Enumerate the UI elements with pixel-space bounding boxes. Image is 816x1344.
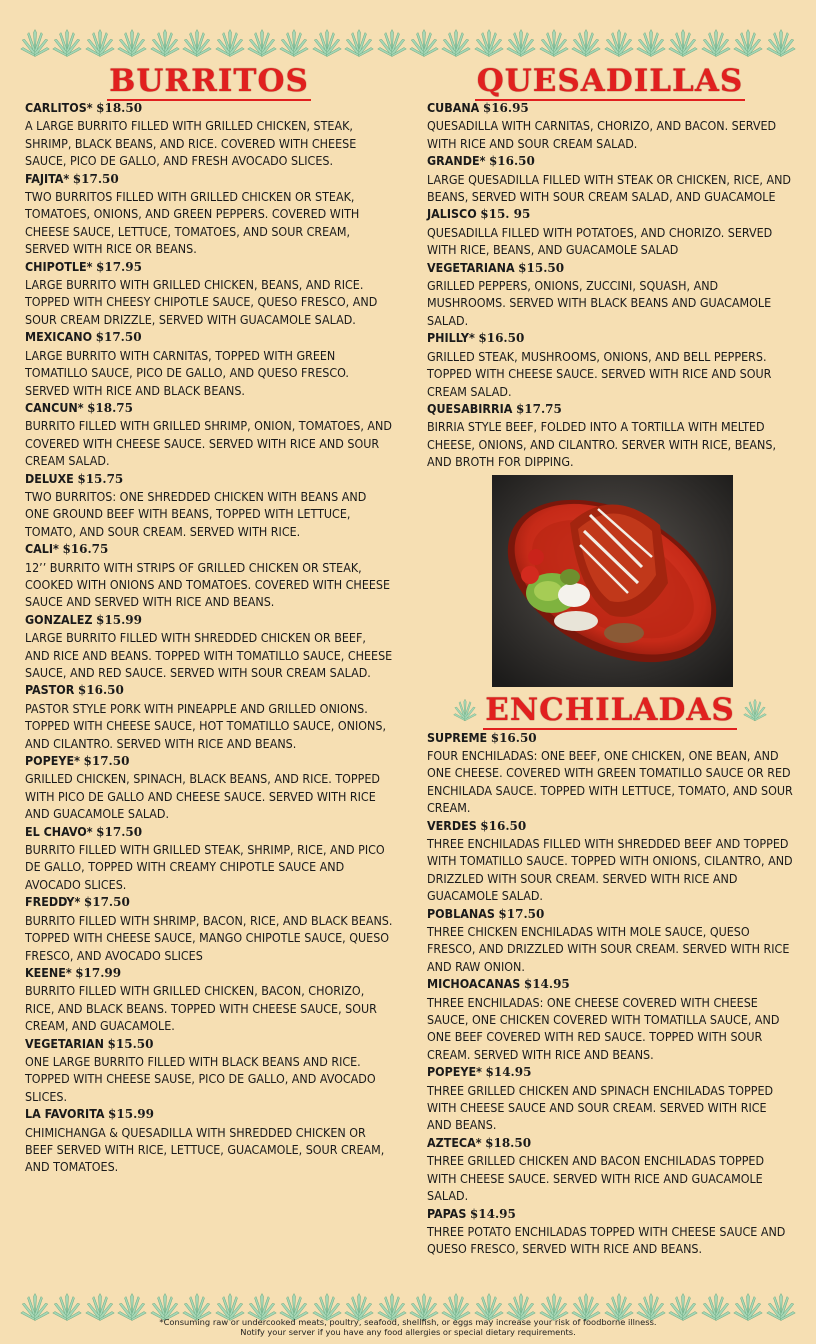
item-description: BURRITO FILLED WITH GRILLED CHICKEN, BACON, CHORIZO, RICE, AND BLACK BEANS. TOPPED WITH CHEESE SAUCE, SOUR CREAM, AND GUACAMOLE. <box>25 983 377 1034</box>
item-price: $17.95 <box>96 259 142 274</box>
agave-plant-icon <box>636 28 666 58</box>
agave-plant-icon <box>506 28 536 58</box>
item-name: KEENE* <box>25 964 72 980</box>
menu-item <box>427 259 793 330</box>
agave-plant-icon <box>377 28 407 58</box>
menu-item <box>25 893 393 964</box>
item-description: THREE GRILLED CHICKEN AND BACON ENCHILADAS TOPPED WITH CHEESE SAUCE. SERVED WITH RICE AND GUACAMOLE SALAD. <box>427 1153 765 1204</box>
agave-plant-icon <box>539 28 569 58</box>
top-agave-border <box>20 22 796 58</box>
item-price: $16.50 <box>480 818 527 833</box>
item-price: $15. 95 <box>480 207 531 222</box>
item-description: BIRRIA STYLE BEEF, FOLDED INTO A TORTILLA WITH MELTED CHEESE, ONIONS, AND CILANTRO. SERVER WITH RICE, BEANS, AND BROTH FOR DIPPING. <box>427 419 777 470</box>
agave-plant-icon <box>474 28 504 58</box>
item-price: $14.95 <box>469 1206 516 1221</box>
item-name: CUBANA <box>427 100 480 115</box>
item-description: BURRITO FILLED WITH SHRIMP, BACON, RICE, AND BLACK BEANS. TOPPED WITH CHEESE SAUCE, MANGO CHIPOTLE SAUCE, QUESO FRESCO, AND AVOCADO SLICES <box>25 912 393 963</box>
item-description: GRILLED CHICKEN, SPINACH, BLACK BEANS, AND RICE. TOPPED WITH PICO DE GALLO AND CHEESE SAUCE. SERVED WITH RICE AND GUACAMOLE SALAD. <box>25 771 380 822</box>
agave-plant-icon <box>668 28 698 58</box>
enchiladas-title-row <box>427 691 793 729</box>
item-description: BURRITO FILLED WITH GRILLED STEAK, SHRIMP, RICE, AND PICO DE GALLO, TOPPED WITH CREAMY CHIPOTLE SAUCE AND AVOCADO SLICES. <box>25 842 385 892</box>
menu-item <box>427 1063 793 1134</box>
item-description: LARGE BURRITO FILLED WITH SHREDDED CHICKEN OR BEEF, AND RICE AND BEANS. TOPPED WITH TOMATILLO SAUCE, CHEESE SAUCE, AND RED SAUCE. SERVED WITH SOUR CREAM SALAD. <box>25 630 393 680</box>
item-description: THREE POTATO ENCHILADAS TOPPED WITH CHEESE SAUCE AND QUESO FRESCO, SERVED WITH RICE AND BEANS. <box>427 1223 786 1257</box>
item-description: TWO BURRITOS: ONE SHREDDED CHICKEN WITH BEANS AND ONE GROUND BEEF WITH BEANS, TOPPED WITH LETTUCE, TOMATO, AND SOUR CREAM. SERVED WITH RICE. <box>25 488 367 539</box>
menu-item <box>25 752 393 823</box>
item-name: MEXICANO <box>25 329 93 345</box>
agave-plant-icon <box>247 28 277 58</box>
menu-item <box>25 328 393 399</box>
item-name: CHIPOTLE* <box>25 258 93 274</box>
menu-item <box>25 1035 393 1106</box>
burrito-plate-photo <box>492 475 733 687</box>
item-description: CHIMICHANGA & QUESADILLA WITH SHREDDED CHICKEN OR BEEF SERVED WITH RICE, LETTUCE, GUACAMOLE, SOUR CREAM, AND TOMATOES. <box>25 1124 385 1175</box>
item-name: FAJITA* <box>25 170 70 186</box>
item-name: AZTECA* <box>427 1134 482 1150</box>
item-name: CARLITOS* <box>25 100 93 115</box>
menu-item <box>25 258 393 329</box>
agave-plant-icon <box>312 28 342 58</box>
agave-plant-icon <box>20 28 50 58</box>
menu-item <box>25 399 393 470</box>
agave-plant-icon <box>571 28 601 58</box>
agave-plant-icon <box>85 28 115 58</box>
menu-item <box>427 400 793 471</box>
item-name: DELUXE <box>25 470 74 486</box>
item-price: $16.95 <box>482 101 529 115</box>
item-description: THREE ENCHILADAS FILLED WITH SHREDDED BEEF AND TOPPED WITH TOMATILLO SAUCE. TOPPED WITH ONIONS, CILANTRO, AND DRIZZLED WITH SOUR CREAM. SERVED WITH RICE AND GUACAMOLE SALAD. <box>427 835 793 904</box>
item-name: PHILLY* <box>427 330 475 346</box>
item-name: POPEYE* <box>427 1064 482 1080</box>
menu-item <box>427 205 793 258</box>
item-name: PAPAS <box>427 1205 467 1221</box>
item-description: BURRITO FILLED WITH GRILLED SHRIMP, ONION, TOMATOES, AND COVERED WITH CHEESE SAUCE. SERVED WITH RICE AND SOUR CREAM SALAD. <box>25 418 392 469</box>
agave-plant-icon <box>409 28 439 58</box>
item-description: LARGE BURRITO WITH CARNITAS, TOPPED WITH GREEN TOMATILLO SAUCE, PICO DE GALLO, AND QUESO FRESCO. SERVED WITH RICE AND BLACK BEANS. <box>25 347 349 398</box>
enchiladas-list <box>427 729 793 1258</box>
item-description: QUESADILLA WITH CARNITAS, CHORIZO, AND BACON. SERVED WITH RICE AND SOUR CREAM SALAD. <box>427 118 777 151</box>
item-name: VEGETARIANA <box>427 259 515 275</box>
item-description: THREE CHICKEN ENCHILADAS WITH MOLE SAUCE, QUESO FRESCO, AND DRIZZLED WITH SOUR CREAM. SERVED WITH RICE AND RAW ONION. <box>427 924 790 974</box>
allergy-disclaimer <box>0 1317 816 1337</box>
menu-item <box>427 905 793 976</box>
item-name: CALI* <box>25 541 59 557</box>
burritos-list <box>25 99 393 1176</box>
item-description: LARGE QUESADILLA FILLED WITH STEAK OR CHICKEN, RICE, AND BEANS, SERVED WITH SOUR CREAM SALAD, AND GUACAMOLE <box>427 171 791 205</box>
item-description: THREE ENCHILADAS: ONE CHEESE COVERED WITH CHEESE SAUCE, ONE CHICKEN COVERED WITH TOMATILLA SAUCE, AND ONE BEEF COVERED WITH RED SAUCE. TOPPED WITH SOUR CREAM. SERVED WITH RICE AND BEANS. <box>427 994 780 1062</box>
agave-plant-icon <box>743 698 767 722</box>
item-price: $18.50 <box>96 101 143 115</box>
menu-item <box>25 170 393 258</box>
item-name: PASTOR <box>25 682 75 698</box>
right-column <box>427 62 793 1258</box>
item-price: $15.99 <box>108 1107 154 1122</box>
item-description: GRILLED STEAK, MUSHROOMS, ONIONS, AND BELL PEPPERS. TOPPED WITH CHEESE SAUCE. SERVED WITH RICE AND SOUR CREAM SALAD. <box>427 348 772 399</box>
menu-item <box>25 1105 393 1176</box>
agave-plant-icon <box>441 28 471 58</box>
item-name: VEGETARIAN <box>25 1035 104 1051</box>
item-price: $16.50 <box>490 730 537 745</box>
agave-plant-icon <box>733 28 763 58</box>
burritos-title: BURRITOS <box>109 63 309 99</box>
item-price: $18.50 <box>485 1135 532 1150</box>
agave-plant-icon <box>182 28 212 58</box>
item-name: FREDDY* <box>25 894 81 910</box>
item-description: ONE LARGE BURRITO FILLED WITH BLACK BEANS AND RICE. TOPPED WITH CHEESE SAUSE, PICO DE GALLO, AND AVOCADO SLICES. <box>25 1053 376 1104</box>
item-description: LARGE BURRITO WITH GRILLED CHICKEN, BEANS, AND RICE. TOPPED WITH CHEESY CHIPOTLE SAUCE, QUESO FRESCO, AND SOUR CREAM DRIZZLE, SERVED WITH GUACAMOLE SALAD. <box>25 277 378 327</box>
item-price: $17.50 <box>95 330 142 345</box>
menu-item <box>25 681 393 752</box>
item-name: LA FAVORITA <box>25 1106 105 1122</box>
item-price: $17.75 <box>515 401 562 416</box>
item-description: GRILLED PEPPERS, ONIONS, ZUCCINI, SQUASH, AND MUSHROOMS. SERVED WITH BLACK BEANS AND GUACAMOLE SALAD. <box>427 278 772 328</box>
item-name: VERDES <box>427 817 477 833</box>
item-description: A LARGE BURRITO FILLED WITH GRILLED CHICKEN, STEAK, SHRIMP, BLACK BEANS, AND RICE. COVERED WITH CHEESE SAUCE, PICO DE GALLO, AND FRESH AVOCADO SLICES. <box>25 118 357 169</box>
quesadillas-title: QUESADILLAS <box>476 63 744 99</box>
disclaimer-line-2: Notify your server if you have any food allergies or special dietary requirements. <box>240 1327 576 1337</box>
burritos-column <box>25 62 393 1176</box>
item-name: POPEYE* <box>25 753 80 769</box>
item-description: FOUR ENCHILADAS: ONE BEEF, ONE CHICKEN, ONE BEAN, AND ONE CHEESE. COVERED WITH GREEN TOMATILLO SAUCE OR RED ENCHILADA SAUCE. TOPPED WITH LETTUCE, TOMATO, AND SOUR CREAM. <box>427 747 793 816</box>
item-price: $17.50 <box>96 824 143 839</box>
item-price: $16.75 <box>62 542 109 557</box>
menu-item <box>25 611 393 682</box>
agave-plant-icon <box>453 698 477 722</box>
enchiladas-title: ENCHILADAS <box>485 691 735 728</box>
item-description: PASTOR STYLE PORK WITH PINEAPPLE AND GRILLED ONIONS. TOPPED WITH CHEESE SAUCE, HOT TOMATILLO SAUCE, ONIONS, AND CILANTRO. SERVED WITH RICE AND BEANS. <box>25 700 387 751</box>
item-name: JALISCO <box>427 206 477 222</box>
item-name: QUESABIRRIA <box>427 400 513 416</box>
item-price: $16.50 <box>478 331 525 346</box>
item-name: GONZALEZ <box>25 611 93 627</box>
menu-item <box>427 329 793 400</box>
item-price: $16.50 <box>488 154 535 169</box>
menu-item <box>427 1134 793 1205</box>
agave-plant-icon <box>344 28 374 58</box>
item-price: $16.50 <box>77 683 124 698</box>
menu-item <box>25 99 393 170</box>
item-name: CANCUN* <box>25 399 84 415</box>
menu-item <box>25 540 393 611</box>
agave-plant-icon <box>279 28 309 58</box>
menu-item <box>25 470 393 541</box>
item-price: $17.50 <box>83 754 130 769</box>
agave-plant-icon <box>150 28 180 58</box>
item-price: $17.50 <box>498 906 545 921</box>
disclaimer-line-1: *Consuming raw or undercooked meats, poultry, seafood, shellfish, or eggs may increase your risk of foodborne illness. <box>159 1317 657 1327</box>
item-price: $15.50 <box>518 260 565 275</box>
menu-item <box>427 729 793 817</box>
menu-item <box>427 1205 793 1258</box>
item-price: $15.50 <box>107 1036 154 1051</box>
item-name: SUPREME <box>427 729 488 745</box>
menu-item <box>427 152 793 205</box>
item-price: $15.99 <box>96 612 142 627</box>
item-name: GRANDE* <box>427 153 486 169</box>
item-name: EL CHAVO* <box>25 823 93 839</box>
agave-plant-icon <box>766 28 796 58</box>
item-price: $17.50 <box>72 171 119 186</box>
menu-item <box>427 817 793 905</box>
item-description: 12’’ BURRITO WITH STRIPS OF GRILLED CHICKEN OR STEAK, COOKED WITH ONIONS AND TOMATOES. COVERED WITH CHEESE SAUCE AND SERVED WITH RICE AND BEANS. <box>25 559 391 610</box>
item-description: QUESADILLA FILLED WITH POTATOES, AND CHORIZO. SERVED WITH RICE, BEANS, AND GUACAMOLE SALAD <box>427 224 773 258</box>
item-price: $14.95 <box>485 1065 532 1080</box>
menu-item <box>427 99 793 152</box>
menu-item <box>25 823 393 894</box>
quesadillas-list <box>427 99 793 471</box>
item-name: POBLANAS <box>427 905 495 921</box>
item-price: $17.50 <box>83 895 130 910</box>
menu-item <box>427 975 793 1063</box>
menu-item <box>25 964 393 1035</box>
item-name: MICHOACANAS <box>427 976 521 992</box>
item-price: $18.75 <box>87 400 134 415</box>
agave-plant-icon <box>604 28 634 58</box>
agave-plant-icon <box>701 28 731 58</box>
agave-plant-icon <box>52 28 82 58</box>
item-description: THREE GRILLED CHICKEN AND SPINACH ENCHILADAS TOPPED WITH CHEESE SAUCE AND SOUR CREAM. SERVED WITH RICE AND BEANS. <box>427 1082 774 1133</box>
item-price: $14.95 <box>523 977 570 992</box>
item-price: $15.75 <box>77 471 124 486</box>
agave-plant-icon <box>215 28 245 58</box>
item-description: TWO BURRITOS FILLED WITH GRILLED CHICKEN OR STEAK, TOMATOES, ONIONS, AND GREEN PEPPERS. COVERED WITH CHEESE SAUCE, LETTUCE, TOMATOES, AND SOUR CREAM, SERVED WITH RICE OR BEANS. <box>25 189 360 257</box>
item-price: $17.99 <box>75 965 122 980</box>
agave-plant-icon <box>117 28 147 58</box>
